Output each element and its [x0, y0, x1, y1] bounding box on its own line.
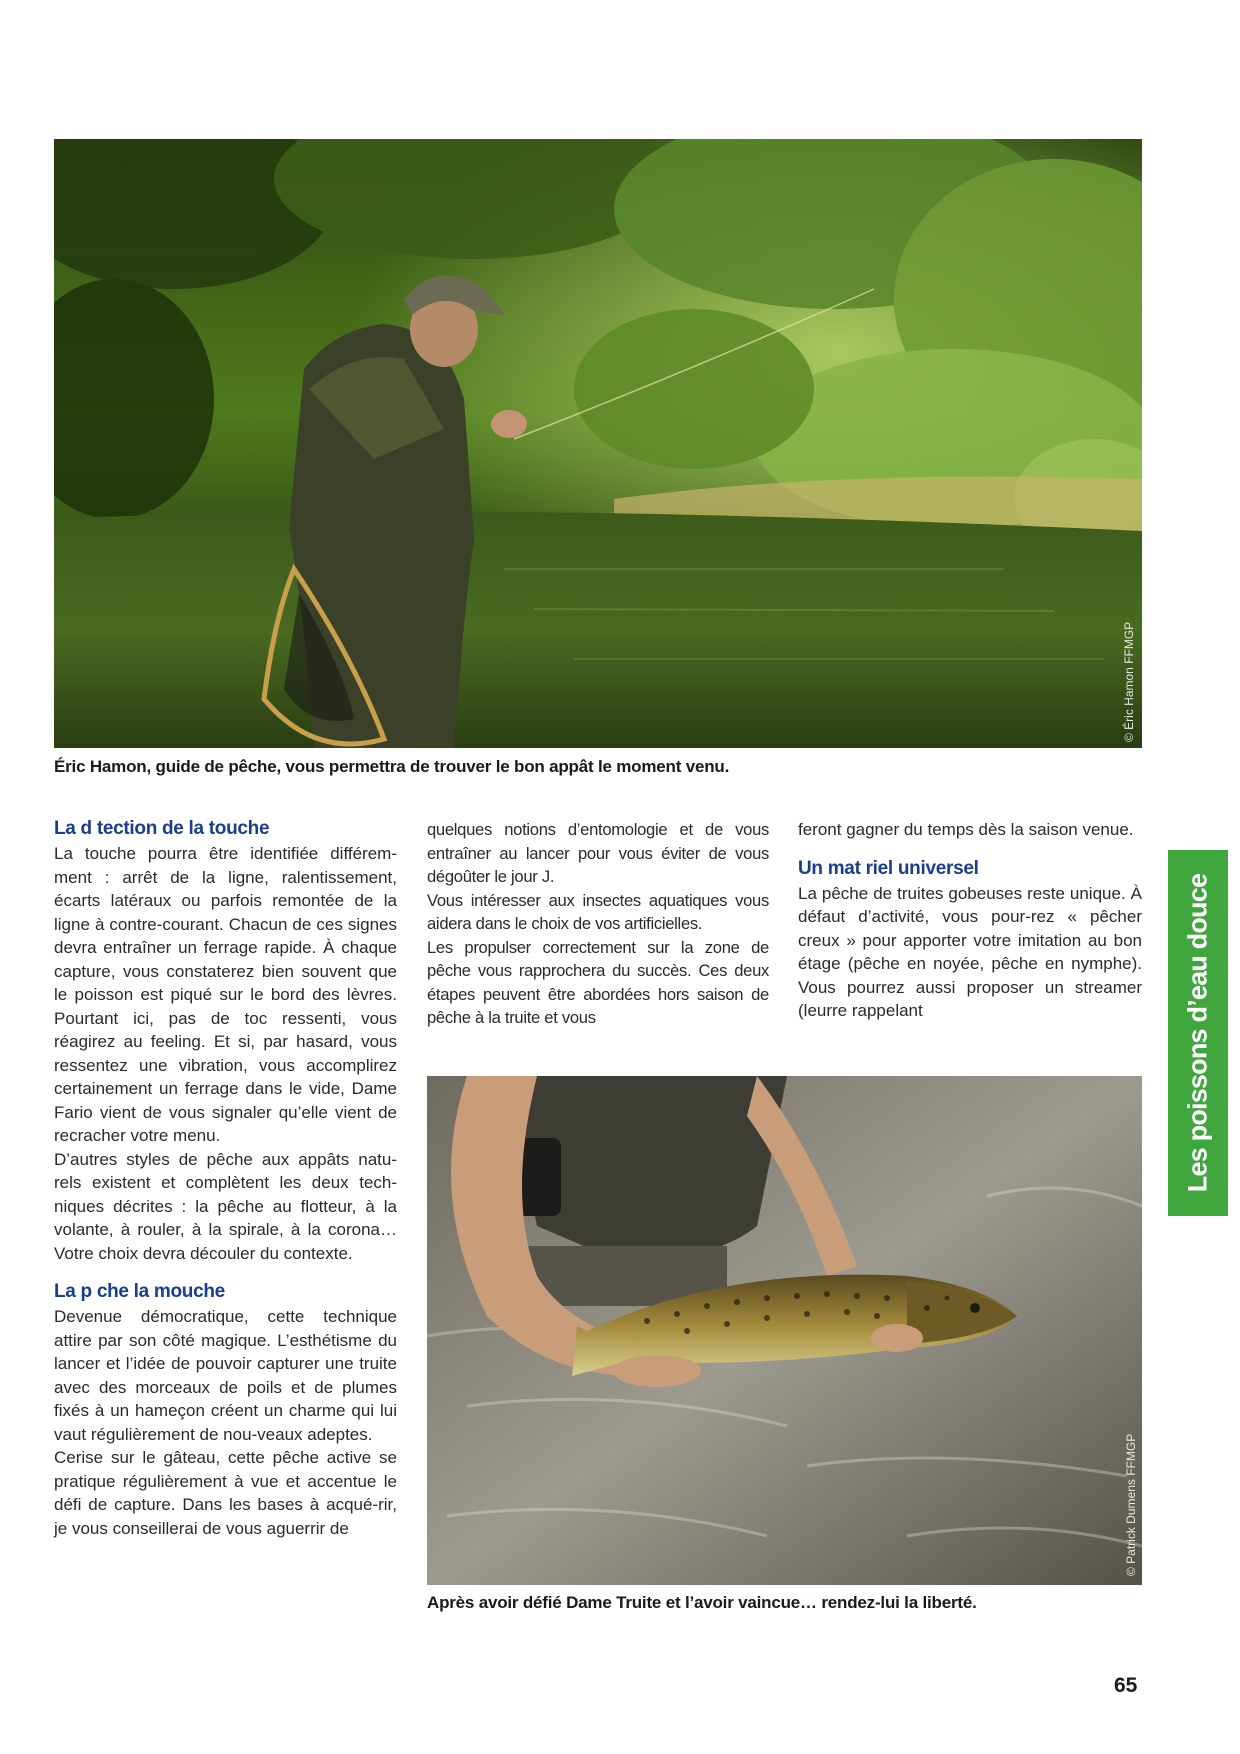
paragraph: La touche pourra être identifiée différem-ment : arrêt de la ligne, ralentissement, écarts latéraux ou parfois remontée de la ligne à contre-courant. Chacun de ces signes devra entraîner un ferrage rapide. À chaque capture, vous constaterez bien souvent que le poisson est piqué sur le bord des lèvres. Pourtant ici, pas de toc ressenti, vous réagirez au feeling. Et si, par hasard, vous ressentez une vibration, vous accomplirez certainement un ferrage dans le vide, Dame Fario vient de vous signaler qu’elle vient de recracher votre menu.: [54, 844, 397, 1145]
section-heading-mouche: La p che la mouche: [54, 1281, 225, 1302]
page-number: 65: [1114, 1674, 1138, 1697]
paragraph: La pêche de truites gobeuses reste unique. À défaut d’activité, vous pour-rez « pêcher creux » pour apporter votre imitation au bon étage (pêche en noyée, pêche en nymphe). Vous pourrez aussi proposer un streamer (leurre rappelant: [798, 883, 1142, 1020]
photo-angler-stream: [54, 139, 1142, 748]
photo-credit: © Éric Hamon FFMGP: [1122, 621, 1136, 742]
photo-trout-release: [427, 1076, 1142, 1585]
paragraph: quelques notions d’entomologie et de vous entraîner au lancer pour vous éviter de vous dégoûter le jour J.: [427, 820, 769, 886]
column-3: [798, 818, 1142, 1023]
paragraph: Vous intéresser aux insectes aquatiques vous aidera dans le choix de vos artificielles.: [427, 890, 769, 933]
paragraph: Cerise sur le gâteau, cette pêche active se pratique régulièrement à vue et accentue le défi de capture. Dans les bases à acqué-rir, je vous conseillerai de vous aguerrir de: [54, 1448, 397, 1538]
column-2: [427, 818, 769, 1030]
photo-credit: © Patrick Dumens FFMGP: [1124, 1433, 1138, 1576]
angler-stream-image: [54, 139, 1142, 748]
section-heading-detection: La d tection de la touche: [54, 818, 270, 839]
column-1: [54, 816, 397, 1540]
section-side-tab: [1168, 850, 1228, 1216]
section-heading-materiel: Un mat riel universel: [798, 857, 979, 879]
side-tab-label: Les poissons d’eau douce: [1182, 873, 1213, 1193]
paragraph: Les propulser correctement sur la zone de pêche vous rapprochera du succès. Ces deux étapes peuvent être abordées hors saison de pêche à la truite et vous: [427, 937, 769, 1027]
paragraph: feront gagner du temps dès la saison venue.: [798, 820, 1134, 839]
photo-caption-top: Éric Hamon, guide de pêche, vous permettra de trouver le bon appât le moment venu.: [54, 757, 730, 776]
photo-caption-bottom: Après avoir défié Dame Truite et l’avoir vaincue… rendez-lui la liberté.: [427, 1593, 977, 1612]
paragraph: D’autres styles de pêche aux appâts natu-rels existent et complètent les deux tech-niques décrites : la pêche au flotteur, à la volante, à rouler, à la spirale, à la corona… Votre choix devra découler du contexte.: [54, 1149, 397, 1263]
paragraph: Devenue démocratique, cette technique attire par son côté magique. L’esthétisme du lancer et l’idée de pouvoir capturer une truite avec des morceaux de poils et de plumes fixés à un hameçon créent un charme qui lui vaut régulièrement de nou-veaux adeptes.: [54, 1307, 397, 1444]
trout-release-image: [427, 1076, 1142, 1585]
